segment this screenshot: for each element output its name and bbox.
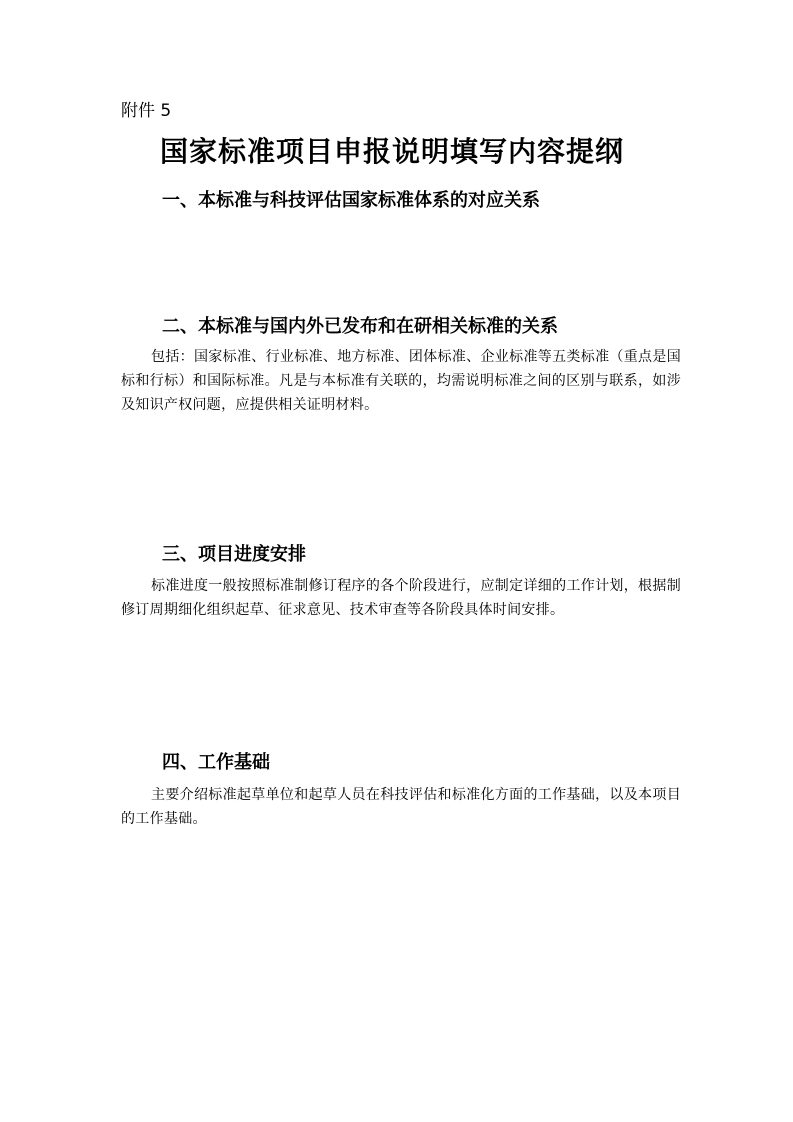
section-heading-2: 二、本标准与国内外已发布和在研相关标准的关系 <box>162 316 558 337</box>
section-heading-4: 四、工作基础 <box>162 752 270 773</box>
attachment-label: 附件 5 <box>121 101 172 121</box>
section-body-3: 标准进度一般按照标准制修订程序的各个阶段进行，应制定详细的工作计划，根据制修订周期细化组织起草、征求意见、技术审查等各阶段具体时间安排。 <box>121 578 681 618</box>
section-heading-1: 一、本标准与科技评估国家标准体系的对应关系 <box>162 190 540 211</box>
section-body-2: 包括：国家标准、行业标准、地方标准、团体标准、企业标准等五类标准（重点是国标和行标）和国际标准。凡是与本标准有关联的，均需说明标准之间的区别与联系，如涉及知识产权问题，应提供相关证明材料。 <box>121 349 681 413</box>
section-body-4: 主要介绍标准起草单位和起草人员在科技评估和标准化方面的工作基础，以及本项目的工作基础。 <box>121 787 681 827</box>
document-title: 国家标准项目申报说明填写内容提纲 <box>160 135 625 168</box>
section-heading-3: 三、项目进度安排 <box>162 544 306 565</box>
